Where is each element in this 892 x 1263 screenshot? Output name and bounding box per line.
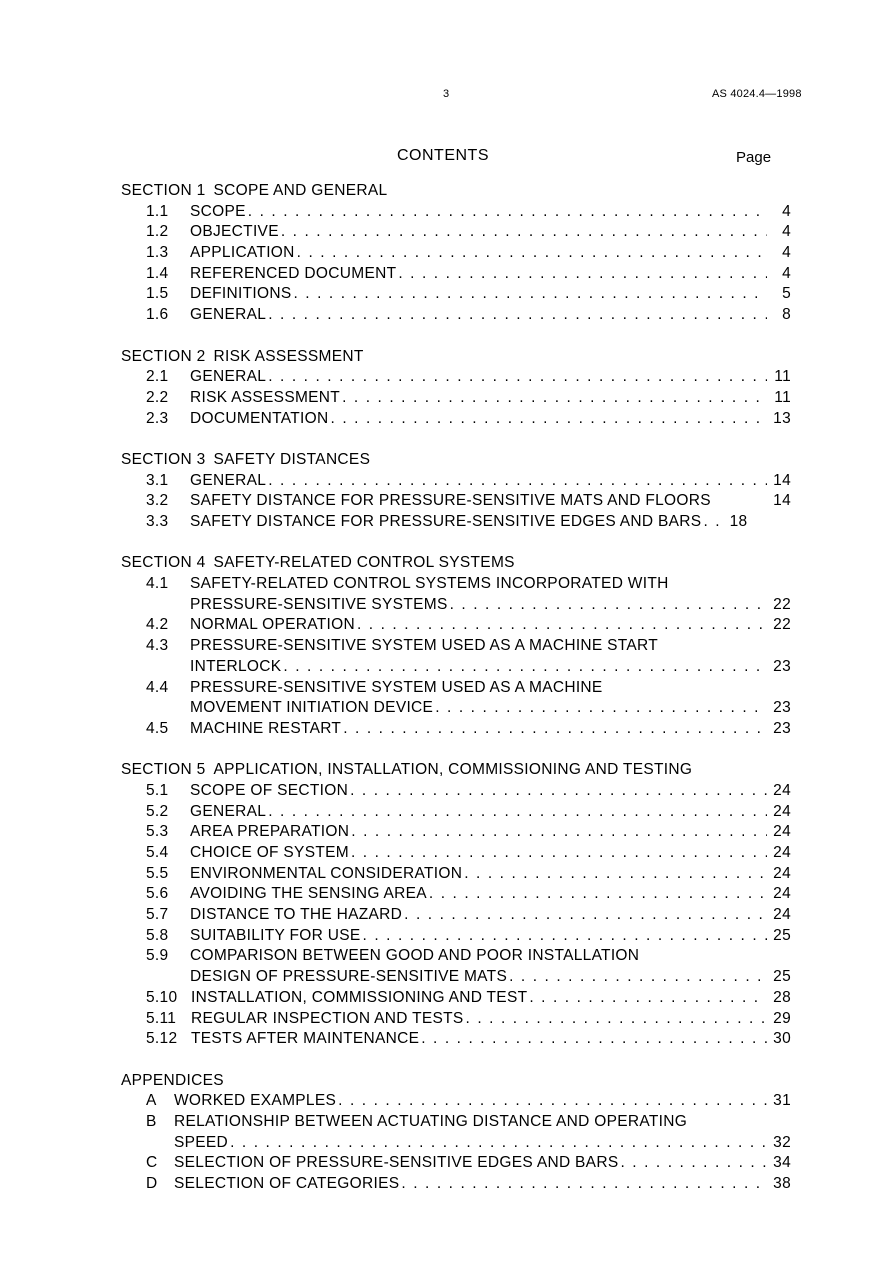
entry-number: 2.1 — [146, 368, 169, 386]
dot-leader — [355, 615, 767, 636]
entry-title: SAFETY DISTANCE FOR PRESSURE-SENSITIVE EDGES AND BARS — [190, 513, 702, 530]
dot-leader — [349, 843, 767, 864]
toc-entry[interactable] — [121, 1153, 801, 1174]
toc-section — [121, 760, 801, 1050]
dot-leader — [266, 305, 767, 326]
entry-page-number: 24 — [773, 823, 791, 841]
entry-title: REGULAR INSPECTION AND TESTS — [191, 1009, 464, 1027]
entry-number: 4.5 — [146, 719, 169, 737]
entry-number: 5.11 — [146, 1009, 177, 1027]
dot-leader — [402, 905, 767, 926]
dot-leader — [419, 1029, 767, 1050]
dot-leader — [348, 781, 767, 802]
toc-section — [121, 1071, 801, 1195]
entry-page-number: 4 — [782, 202, 791, 220]
entry-number: B — [146, 1112, 157, 1130]
entry-number: 5.6 — [146, 885, 169, 903]
dot-leader — [228, 1133, 767, 1154]
entry-page-number: 14 — [773, 471, 791, 489]
dot-leader — [433, 698, 767, 719]
entry-number: 3.3 — [146, 513, 169, 530]
section-number: SECTION 1 — [121, 182, 206, 199]
entry-page-number: 38 — [773, 1175, 791, 1192]
toc-entry[interactable] — [121, 615, 801, 636]
dot-leader — [349, 822, 767, 843]
entry-number: 5.4 — [146, 844, 169, 861]
toc-entry[interactable] — [121, 1133, 801, 1154]
entry-title: PRESSURE-SENSITIVE SYSTEMS — [190, 595, 448, 613]
entry-page-number: 25 — [773, 968, 791, 986]
entry-title: NORMAL OPERATION — [190, 616, 355, 634]
dot-leader — [281, 657, 767, 678]
entry-title: ENVIRONMENTAL CONSIDERATION — [190, 864, 463, 882]
section-title: SAFETY DISTANCES — [213, 450, 371, 468]
entry-page-number: 23 — [773, 699, 791, 717]
entry-title: OBJECTIVE — [190, 223, 279, 241]
toc-entry[interactable] — [121, 471, 801, 492]
section-title: APPLICATION, INSTALLATION, COMMISSIONING AND TESTING — [213, 761, 693, 779]
entry-number: 1.2 — [146, 223, 169, 241]
entry-number: 5.7 — [146, 906, 169, 924]
entry-number: 1.4 — [146, 264, 169, 282]
toc-entry[interactable] — [121, 388, 801, 409]
entry-page-number: 5 — [782, 285, 791, 303]
section-heading — [121, 760, 801, 781]
entry-number: 4.1 — [146, 575, 169, 593]
section-number: APPENDICES — [121, 1071, 224, 1089]
entry-number: D — [146, 1175, 158, 1192]
entry-title: PRESSURE-SENSITIVE SYSTEM USED AS A MACHINE START — [190, 637, 659, 655]
toc-section — [121, 347, 801, 430]
entry-page-number: 22 — [773, 595, 791, 613]
section-heading — [121, 347, 801, 368]
dot-leader — [507, 967, 767, 988]
dot-leader — [701, 512, 723, 533]
toc-entry[interactable] — [121, 512, 801, 533]
entry-page-number: 34 — [773, 1154, 791, 1172]
entry-title: MACHINE RESTART — [190, 719, 342, 737]
toc-entry[interactable] — [121, 636, 801, 657]
entry-number: 5.10 — [146, 988, 178, 1006]
entry-page-number: 32 — [773, 1133, 791, 1151]
entry-title: SUITABILITY FOR USE — [190, 926, 361, 944]
entry-title: RISK ASSESSMENT — [190, 388, 341, 406]
section-heading — [121, 553, 801, 574]
toc-section — [121, 553, 801, 739]
toc-section — [121, 181, 801, 326]
entry-number: C — [146, 1154, 158, 1172]
entry-title: GENERAL — [190, 368, 267, 386]
entry-title: SCOPE OF SECTION — [190, 781, 349, 799]
toc-entry[interactable] — [121, 409, 801, 430]
toc-entry[interactable] — [121, 1091, 801, 1112]
toc-entry[interactable] — [121, 698, 801, 719]
toc-entry[interactable] — [121, 988, 801, 1009]
entry-page-number: 8 — [782, 306, 791, 324]
toc-entry[interactable] — [121, 843, 801, 864]
toc-entry[interactable] — [121, 802, 801, 823]
entry-title: TESTS AFTER MAINTENANCE — [191, 1030, 420, 1048]
dot-leader — [246, 202, 767, 223]
entry-number: 1.5 — [146, 285, 169, 303]
entry-number: 5.8 — [146, 926, 169, 944]
toc-entry[interactable] — [121, 202, 801, 223]
toc-entry[interactable] — [121, 305, 801, 326]
toc-entry[interactable] — [121, 264, 801, 285]
entry-page-number: 18 — [729, 513, 748, 530]
entry-title: WORKED EXAMPLES — [174, 1092, 337, 1110]
section-heading — [121, 181, 801, 202]
entry-title: DESIGN OF PRESSURE-SENSITIVE MATS — [190, 968, 508, 986]
entry-page-number: 24 — [773, 906, 791, 924]
section-heading — [121, 450, 801, 471]
toc-entry[interactable] — [121, 1029, 801, 1050]
entry-page-number: 24 — [773, 864, 791, 882]
toc-entry[interactable] — [121, 574, 801, 595]
section-heading — [121, 1071, 801, 1092]
dot-leader — [266, 471, 767, 492]
dot-leader — [266, 802, 767, 823]
table-of-contents — [121, 181, 801, 1215]
entry-title: SELECTION OF CATEGORIES — [174, 1175, 400, 1192]
contents-title: CONTENTS — [397, 147, 489, 164]
toc-entry[interactable] — [121, 967, 801, 988]
toc-entry[interactable] — [121, 946, 801, 967]
dot-leader — [399, 1174, 767, 1195]
entry-page-number: 29 — [773, 1009, 791, 1027]
entry-title: RELATIONSHIP BETWEEN ACTUATING DISTANCE AND OPERATING — [174, 1112, 688, 1130]
entry-title: COMPARISON BETWEEN GOOD AND POOR INSTALLATION — [190, 947, 640, 965]
section-number: SECTION 5 — [121, 761, 206, 779]
entry-title: PRESSURE-SENSITIVE SYSTEM USED AS A MACHINE — [190, 678, 603, 696]
entry-number: 1.3 — [146, 244, 169, 262]
dot-leader — [448, 595, 767, 616]
section-number: SECTION 2 — [121, 347, 206, 365]
entry-page-number: 22 — [773, 616, 791, 634]
entry-title: APPLICATION — [190, 244, 295, 262]
toc-entry[interactable] — [121, 595, 801, 616]
entry-title: GENERAL — [190, 471, 267, 489]
entry-number: 5.2 — [146, 802, 169, 820]
entry-title: SCOPE — [190, 202, 246, 220]
toc-section — [121, 450, 801, 533]
toc-entry[interactable] — [121, 822, 801, 843]
entry-number: 5.1 — [146, 781, 169, 799]
toc-entry[interactable] — [121, 678, 801, 699]
dot-leader — [396, 264, 767, 285]
dot-leader — [266, 367, 767, 388]
entry-title: CHOICE OF SYSTEM — [190, 844, 349, 861]
entry-page-number: 4 — [782, 223, 791, 241]
entry-title: AVOIDING THE SENSING AREA — [190, 885, 427, 903]
entry-title: MOVEMENT INITIATION DEVICE — [190, 699, 434, 717]
dot-leader — [427, 884, 767, 905]
entry-number: 5.9 — [146, 947, 169, 965]
entry-title: INSTALLATION, COMMISSIONING AND TEST — [191, 988, 528, 1006]
entry-number: 5.5 — [146, 864, 169, 882]
dot-leader — [464, 1009, 767, 1030]
toc-entry[interactable] — [121, 905, 801, 926]
dot-leader — [361, 926, 768, 947]
dot-leader — [527, 988, 767, 1009]
toc-entry[interactable] — [121, 657, 801, 678]
entry-page-number: 24 — [773, 781, 791, 799]
entry-number: 1.6 — [146, 306, 169, 324]
entry-title: DOCUMENTATION — [190, 409, 329, 427]
toc-entry[interactable] — [121, 1009, 801, 1030]
standard-id: AS 4024.4—1998 — [712, 88, 802, 100]
toc-entry[interactable] — [121, 1112, 801, 1133]
entry-page-number: 11 — [774, 388, 791, 406]
entry-title: AREA PREPARATION — [190, 823, 350, 841]
entry-page-number: 28 — [773, 988, 791, 1006]
section-number: SECTION 3 — [121, 450, 206, 468]
entry-title: SAFETY DISTANCE FOR PRESSURE-SENSITIVE MATS AND FLOORS — [190, 492, 711, 510]
entry-number: 3.1 — [146, 471, 169, 489]
entry-page-number: 25 — [773, 926, 791, 944]
section-title: SCOPE AND GENERAL — [213, 182, 388, 199]
section-number: SECTION 4 — [121, 554, 206, 572]
dot-leader — [462, 864, 767, 885]
entry-number: 5.12 — [146, 1030, 178, 1048]
entry-title: SELECTION OF PRESSURE-SENSITIVE EDGES AND BARS — [174, 1154, 619, 1172]
entry-title: GENERAL — [190, 802, 267, 820]
dot-leader — [341, 719, 767, 740]
entry-page-number: 4 — [782, 244, 791, 262]
page-column-label: Page — [736, 149, 772, 166]
entry-number: A — [146, 1092, 157, 1110]
entry-number: 1.1 — [146, 202, 169, 220]
toc-entry[interactable] — [121, 243, 801, 264]
toc-entry[interactable] — [121, 926, 801, 947]
entry-number: 2.3 — [146, 409, 169, 427]
entry-page-number: 24 — [773, 885, 791, 903]
dot-leader — [618, 1153, 767, 1174]
entry-page-number: 23 — [773, 657, 791, 675]
entry-page-number: 4 — [782, 264, 791, 282]
dot-leader — [336, 1091, 767, 1112]
entry-title: DISTANCE TO THE HAZARD — [190, 906, 403, 924]
entry-page-number: 30 — [773, 1030, 791, 1048]
section-title: SAFETY-RELATED CONTROL SYSTEMS — [213, 554, 515, 572]
entry-number: 4.3 — [146, 637, 169, 655]
dot-leader — [291, 284, 767, 305]
entry-number: 5.3 — [146, 823, 169, 841]
entry-page-number: 31 — [773, 1092, 791, 1110]
entry-page-number: 24 — [773, 802, 791, 820]
dot-leader — [279, 222, 767, 243]
toc-entry[interactable] — [121, 781, 801, 802]
entry-number: 2.2 — [146, 388, 169, 406]
entry-page-number: 23 — [773, 719, 791, 737]
toc-entry[interactable] — [121, 491, 801, 512]
leader-space — [711, 491, 767, 512]
toc-entry[interactable] — [121, 284, 801, 305]
toc-entry[interactable] — [121, 222, 801, 243]
entry-page-number: 13 — [773, 409, 791, 427]
entry-title: INTERLOCK — [190, 657, 282, 675]
entry-page-number: 24 — [773, 844, 791, 861]
dot-leader — [329, 409, 767, 430]
toc-entry[interactable] — [121, 864, 801, 885]
toc-entry[interactable] — [121, 884, 801, 905]
section-title: RISK ASSESSMENT — [213, 347, 364, 365]
entry-page-number: 14 — [773, 492, 791, 510]
entry-title: GENERAL — [190, 306, 267, 324]
entry-title: REFERENCED DOCUMENT — [190, 264, 397, 282]
entry-number: 4.2 — [146, 616, 169, 634]
page-number: 3 — [443, 88, 450, 100]
dot-leader — [295, 243, 767, 264]
entry-page-number: 11 — [774, 368, 791, 386]
dot-leader — [340, 388, 767, 409]
entry-number: 4.4 — [146, 678, 169, 696]
toc-entry[interactable] — [121, 1174, 801, 1195]
toc-entry[interactable] — [121, 367, 801, 388]
entry-title: SAFETY-RELATED CONTROL SYSTEMS INCORPORATED WITH — [190, 575, 669, 593]
entry-title: DEFINITIONS — [190, 285, 292, 303]
toc-entry[interactable] — [121, 719, 801, 740]
entry-number: 3.2 — [146, 492, 169, 510]
entry-title: SPEED — [174, 1133, 229, 1151]
